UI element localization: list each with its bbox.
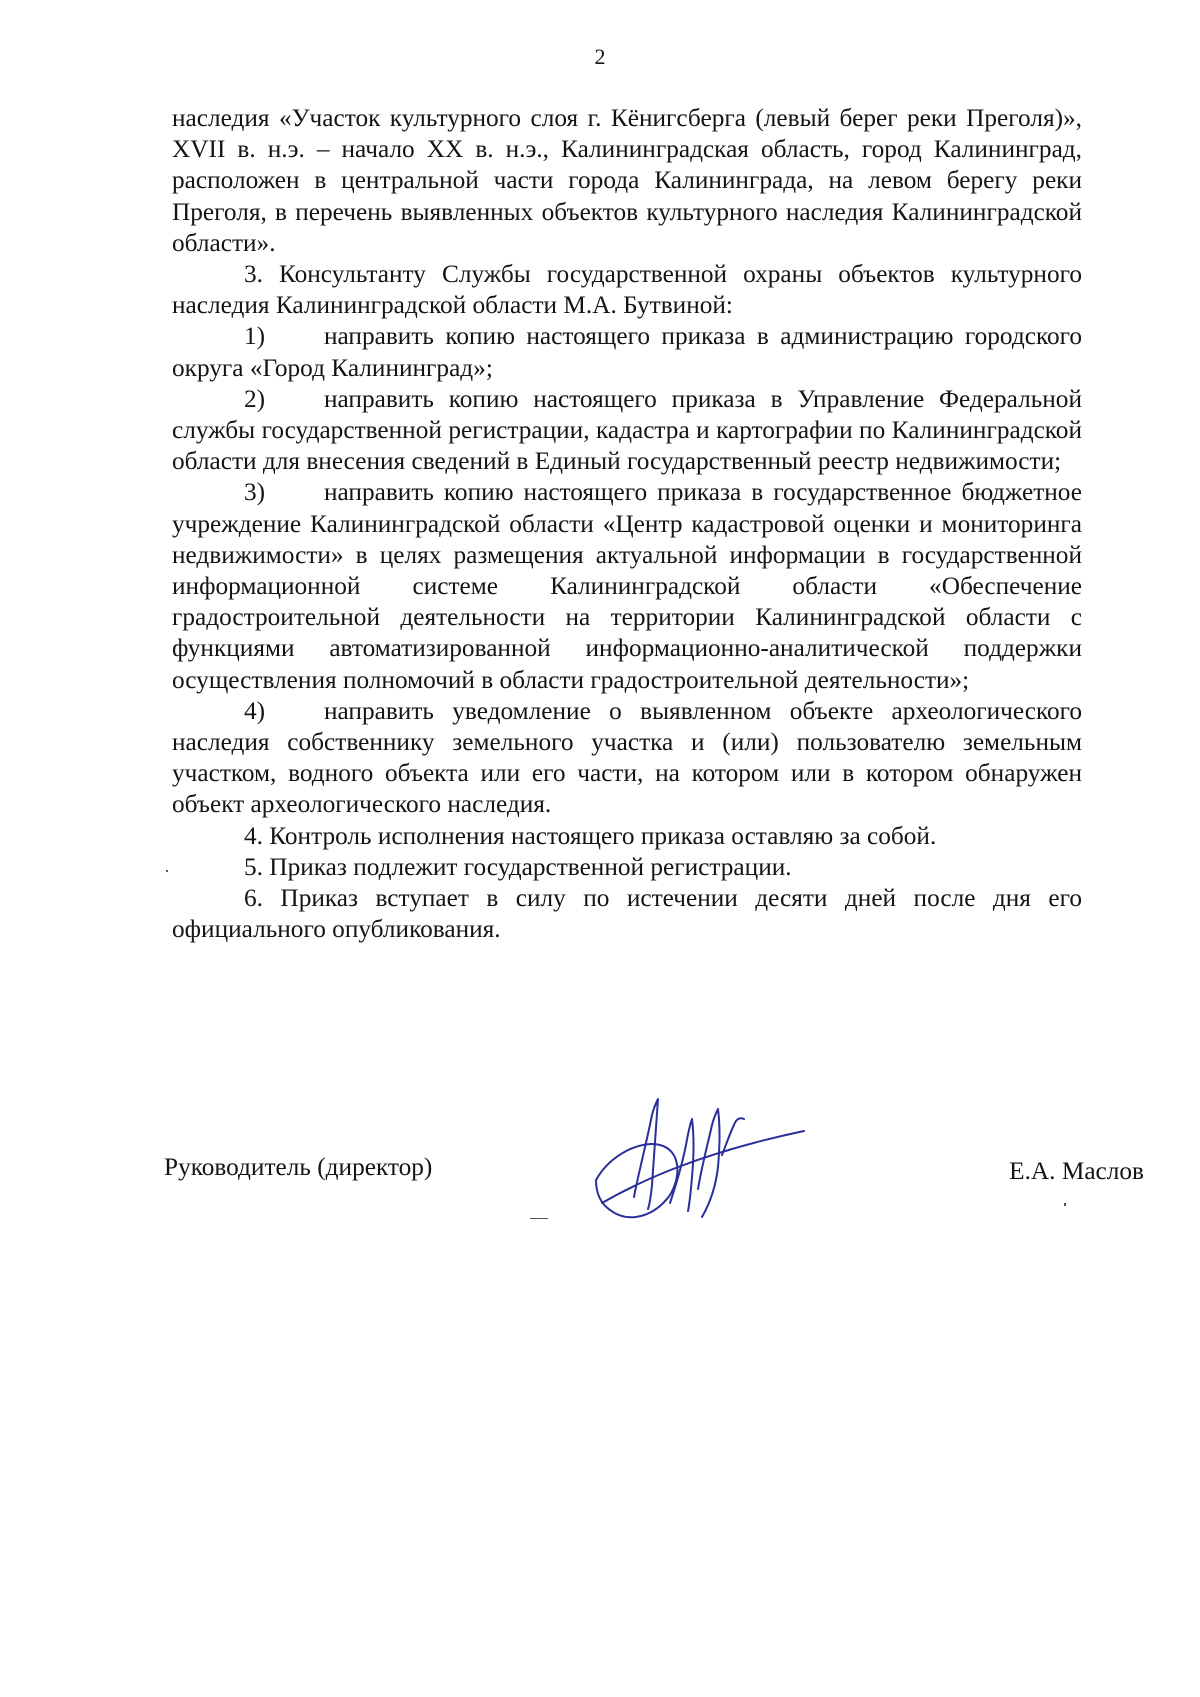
signatory-position: Руководитель (директор) bbox=[164, 1153, 433, 1181]
list-item-number: 3) bbox=[244, 478, 266, 507]
list-item-text: направить копию настоящего приказа в администрацию городского округа «Город Калининград»; bbox=[172, 322, 1082, 382]
document-body bbox=[172, 103, 1082, 945]
list-item-text: направить копию настоящего приказа в государственное бюджетное учреждение Калининградской области «Центр кадастровой оценки и мониторинга недвижимости» в целях размещения актуальной информации в государственной информационной системе Калининградской области «Обеспечение градостроительной деятельности на территории Калининградской области с функциями автоматизированной информационно-аналитической поддержки осуществления полномочий в области градостроительной деятельности»; bbox=[172, 478, 1082, 694]
list-item-number: 2) bbox=[244, 384, 266, 413]
page-number: 2 bbox=[594, 44, 606, 69]
list-item bbox=[172, 477, 1082, 695]
signatory-name: Е.А. Маслов bbox=[1009, 1157, 1144, 1185]
list-item-text: направить уведомление о выявленном объекте археологического наследия собственнику земельного участка и (или) пользователю земельным участком, водного объекта или его части, на котором или в котором обнаружен объект археологического наследия. bbox=[172, 696, 1082, 819]
list-item bbox=[172, 321, 1082, 383]
list-item bbox=[172, 696, 1082, 821]
scan-speck bbox=[530, 1218, 548, 1219]
paragraph-3: 3. Консультанту Службы государственной охраны объектов культурного наследия Калининградской области М.А. Бутвиной: bbox=[172, 260, 1082, 320]
signature-strokes bbox=[596, 1099, 804, 1217]
paragraph-4: 4. Контроль исполнения настоящего приказа оставляю за собой. bbox=[244, 821, 937, 850]
handwritten-signature bbox=[590, 1085, 810, 1235]
scan-speck bbox=[1064, 1203, 1066, 1206]
list-item-number: 1) bbox=[244, 322, 266, 351]
paragraph-continuation: наследия «Участок культурного слоя г. Кёнигсберга (левый берег реки Преголя)», XVII в. н.э. – начало XX в. н.э., Калининградская область, город Калининград, расположен в центральной части города Калининграда, на левом берегу реки Преголя, в перечень выявленных объектов культурного наследия Калининградской области». bbox=[172, 104, 1082, 257]
paragraph-6: 6. Приказ вступает в силу по истечении десяти дней после дня его официального опубликования. bbox=[172, 884, 1082, 944]
scan-speck bbox=[166, 870, 168, 872]
list-item-number: 4) bbox=[244, 696, 266, 725]
list-item bbox=[172, 384, 1082, 478]
paragraph-5: 5. Приказ подлежит государственной регистрации. bbox=[244, 852, 792, 881]
signature-stroke-1 bbox=[634, 1099, 658, 1209]
signature-stroke-3 bbox=[698, 1109, 720, 1217]
list-item-text: направить копию настоящего приказа в Управление Федеральной службы государственной регистрации, кадастра и картографии по Калининградской области для внесения сведений в Единый государственный реестр недвижимости; bbox=[172, 384, 1082, 476]
